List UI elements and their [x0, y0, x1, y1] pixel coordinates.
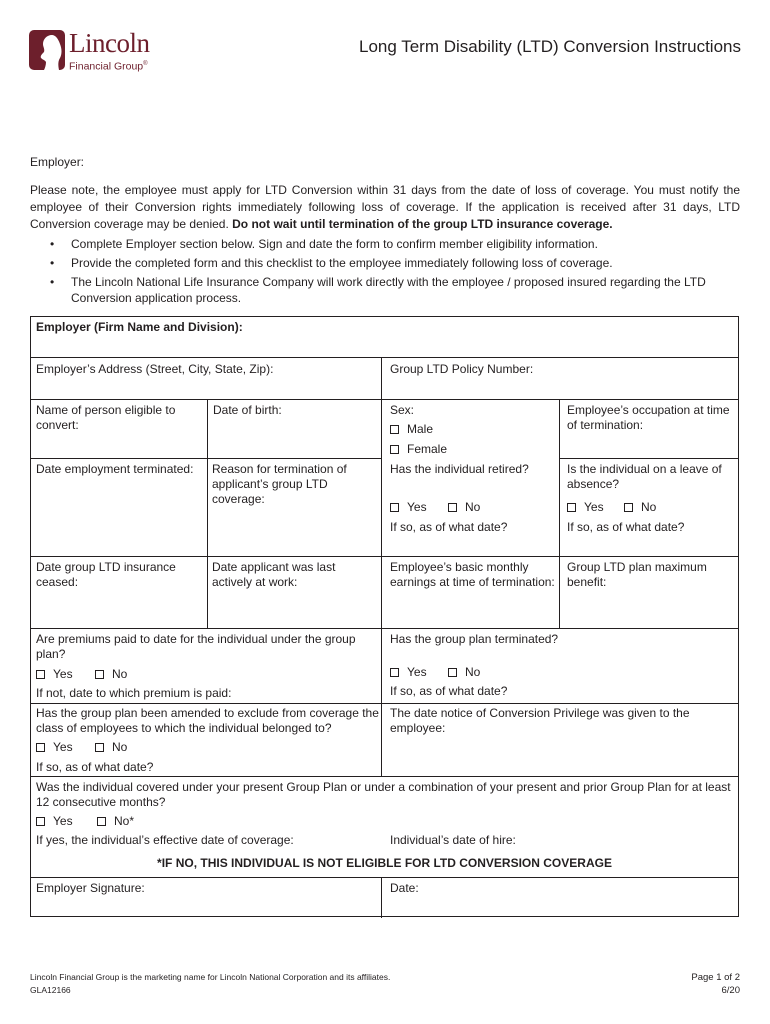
eligible-person-field[interactable]: Name of person eligible to convert: — [36, 403, 176, 432]
logo-name: Lincoln — [69, 28, 150, 58]
signature-date-field[interactable]: Date: — [390, 881, 419, 895]
leave-no-checkbox[interactable]: No — [624, 500, 656, 515]
plan-amended-yes-checkbox[interactable]: Yes — [36, 740, 73, 755]
retired-no-checkbox[interactable]: No — [448, 500, 480, 515]
monthly-earnings-field[interactable]: Employee’s basic monthly earnings at time of termination: — [390, 560, 555, 589]
lincoln-logo-icon — [29, 30, 65, 70]
page-number: Page 1 of 2 — [691, 972, 740, 983]
last-at-work-field[interactable]: Date applicant was last actively at work: — [212, 560, 336, 589]
address-field[interactable]: Employer’s Address (Street, City, State, Zip): — [36, 362, 274, 376]
form-id: GLA12166 — [30, 985, 71, 995]
employer-signature-field[interactable]: Employer Signature: — [36, 881, 145, 895]
premiums-question: Are premiums paid to date for the individual under the group plan? — [36, 632, 356, 661]
plan-amended-question: Has the group plan been amended to exclude from coverage the class of employees to which the individual belonged to? — [36, 706, 379, 735]
dob-field[interactable]: Date of birth: — [213, 403, 282, 417]
footer-left — [30, 971, 390, 997]
footer-right — [600, 971, 740, 997]
firm-name-field[interactable]: Employer (Firm Name and Division): — [36, 320, 243, 334]
leave-yes-checkbox[interactable]: Yes — [567, 500, 604, 515]
notice-date-field[interactable]: The date notice of Conversion Privilege was given to the employee: — [390, 706, 690, 735]
max-benefit-field[interactable]: Group LTD plan maximum benefit: — [567, 560, 707, 589]
date-terminated-field[interactable]: Date employment terminated: — [36, 462, 194, 476]
effective-date-field[interactable]: If yes, the individual’s effective date of coverage: — [36, 833, 294, 847]
list-item: • The Lincoln National Life Insurance Company will work directly with the employee / proposed insured regarding the LTD Conversion application process. — [50, 275, 706, 305]
plan-terminated-no-checkbox[interactable]: No — [448, 665, 480, 680]
premiums-no-checkbox[interactable]: No — [95, 667, 127, 682]
female-checkbox[interactable]: Female — [390, 442, 447, 457]
termination-reason-field[interactable]: Reason for termination of applicant’s group LTD coverage: — [212, 462, 347, 506]
premiums-yes-checkbox[interactable]: Yes — [36, 667, 73, 682]
plan-terminated-question: Has the group plan terminated? — [390, 632, 559, 646]
eligibility-warning: *IF NO, THIS INDIVIDUAL IS NOT ELIGIBLE FOR LTD CONVERSION COVERAGE — [157, 856, 612, 870]
plan-terminated-yes-checkbox[interactable]: Yes — [390, 665, 427, 680]
intro-paragraph: Please note, the employee must apply for LTD Conversion within 31 days from the date of loss of coverage. You must notify the employee of their Conversion rights immediately following loss of coverage. If the application is received after 31 days, LTD Conversion coverage may be denied. Do not wait until termination of the group LTD insurance coverage. — [30, 183, 740, 231]
policy-number-field[interactable]: Group LTD Policy Number: — [390, 362, 534, 376]
occupation-field[interactable]: Employee’s occupation at time of termination: — [567, 403, 730, 432]
list-item: • Complete Employer section below. Sign and date the form to confirm member eligibility information. — [50, 237, 598, 251]
retired-question: Has the individual retired? — [390, 462, 529, 476]
ltd-ceased-field[interactable]: Date group LTD insurance ceased: — [36, 560, 176, 589]
leave-question: Is the individual on a leave of absence? — [567, 462, 722, 491]
coverage-no-checkbox[interactable]: No* — [97, 814, 134, 829]
retired-date-field[interactable]: If so, as of what date? — [390, 520, 508, 534]
plan-amended-date-field[interactable]: If so, as of what date? — [36, 760, 154, 774]
marketing-note: Lincoln Financial Group is the marketing name for Lincoln National Corporation and its affiliates. — [30, 972, 391, 982]
intro-warning: Do not wait until termination of the group LTD insurance coverage. — [232, 217, 613, 231]
coverage-yes-checkbox[interactable]: Yes — [36, 814, 73, 829]
leave-date-field[interactable]: If so, as of what date? — [567, 520, 685, 534]
employer-label: Employer: — [30, 155, 85, 169]
plan-terminated-date-field[interactable]: If so, as of what date? — [390, 684, 508, 698]
employer-form — [30, 316, 739, 917]
male-checkbox[interactable]: Male — [390, 422, 433, 437]
retired-yes-checkbox[interactable]: Yes — [390, 500, 427, 515]
coverage-question: Was the individual covered under your present Group Plan or under a combination of your present and prior Group Plan for at least 12 consecutive months? — [36, 780, 731, 809]
hire-date-field[interactable]: Individual’s date of hire: — [390, 833, 516, 847]
plan-amended-no-checkbox[interactable]: No — [95, 740, 127, 755]
revision-date: 6/20 — [721, 985, 740, 996]
premium-date-field[interactable]: If not, date to which premium is paid: — [36, 686, 232, 700]
logo-subtitle: Financial Group® — [69, 60, 148, 73]
page-title: Long Term Disability (LTD) Conversion Instructions — [358, 37, 741, 56]
list-item: • Provide the completed form and this checklist to the employee immediately following loss of coverage. — [50, 256, 613, 270]
sex-label: Sex: — [390, 403, 415, 417]
instruction-list — [50, 236, 740, 309]
